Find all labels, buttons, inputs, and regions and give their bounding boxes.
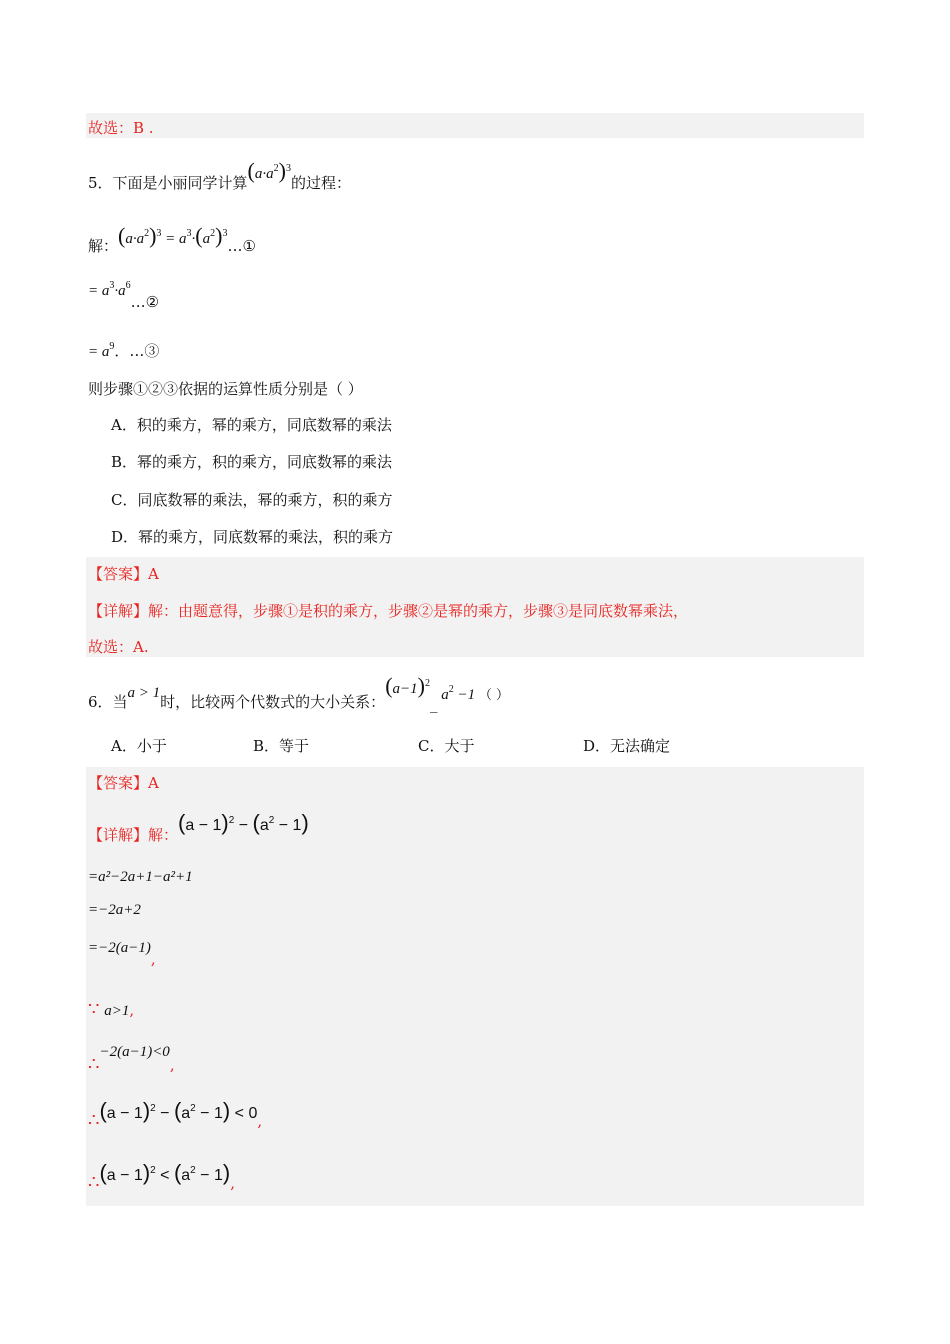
q5-expression: $(a\cdot a^2)^3$ (247, 158, 291, 183)
q5-conclusion: 故选：A. (88, 638, 149, 656)
q5-option-d: D．幂的乘方，同底数幂的乘法，积的乘方 (111, 528, 394, 546)
q6-therefore1-line (88, 1040, 175, 1075)
q6-answer: 【答案】A (88, 774, 159, 792)
q6-therefore3-comma: , (230, 1174, 235, 1192)
q6-line3-expr: =−2(a−1) (88, 940, 151, 956)
q6-therefore2-expr: $(a - 1)^2 - (a^2 - 1) < 0$ (99, 1098, 258, 1123)
q6-condition: a > 1 (127, 685, 161, 701)
q6-because-comma: , (129, 1001, 135, 1019)
q5-option-b: B．幂的乘方，积的乘方，同底数幂的乘法 (111, 453, 393, 471)
q6-therefore3-expr: $(a - 1)^2 < (a^2 - 1)$ (99, 1160, 231, 1185)
q5-detail: 【详解】解：由题意得，步骤①是积的乘方，步骤②是幂的乘方，步骤③是同底数幂乘法， (88, 602, 689, 620)
q5-stem-prefix: 5．下面是小丽同学计算 (88, 174, 248, 192)
q5-ask: 则步骤①②③依据的运算性质分别是（ ） (88, 380, 363, 398)
q5-step1 (88, 223, 256, 255)
q6-because-line (88, 999, 134, 1020)
q5-step1-mark: …① (227, 237, 256, 255)
q5-step2-expr: = $a^3\cdot a^6$ (88, 280, 131, 299)
q6-therefore3-line (88, 1160, 235, 1193)
q5-step3 (88, 340, 159, 361)
prev-solution-block (86, 113, 864, 138)
q6-expr-left: $(a-1)^2$ (385, 673, 430, 698)
q6-because-cond: a>1 (104, 1003, 130, 1019)
q5-stem (88, 158, 351, 194)
q6-line3-comma: , (150, 950, 156, 968)
q6-therefore1-symbol: ∴ (88, 1054, 100, 1075)
q5-step3-mark: ．…③ (114, 342, 160, 360)
prev-conclusion: 故选：B . (88, 119, 154, 137)
q6-option-c: C．大于 (418, 737, 475, 755)
q6-detail (88, 810, 309, 844)
q6-stem-prefix: 6．当 (88, 693, 128, 711)
q5-option-c: C．同底数幂的乘法，幂的乘方，积的乘方 (111, 491, 393, 509)
q6-stem-mid: 时，比较两个代数式的大小关系： (160, 693, 386, 711)
q5-step3-expr: = $a^9$ (88, 341, 115, 360)
q5-answer: 【答案】A (88, 565, 159, 583)
q5-option-a: A．积的乘方，幂的乘方，同底数幂的乘法 (111, 416, 392, 434)
q6-option-d: D．无法确定 (583, 737, 671, 755)
q6-blank: _ (429, 695, 438, 713)
q6-paren: （ ） (478, 688, 509, 703)
q6-therefore2-symbol: ∴ (88, 1110, 100, 1131)
q6-option-a: A．小于 (111, 737, 167, 755)
q6-therefore1-expr: −2(a−1)<0 (99, 1044, 170, 1060)
q6-therefore2-line (88, 1098, 263, 1131)
q6-line1: =a²−2a+1−a²+1 (88, 869, 193, 885)
q6-expr-right: $a^2 -1$ (437, 684, 479, 703)
q6-detail-label: 【详解】解： (88, 826, 179, 844)
q6-stem (88, 673, 509, 713)
q5-stem-suffix: 的过程： (290, 174, 351, 192)
q5-step2-mark: …② (130, 293, 160, 311)
q6-detail-expr: $(a - 1)^2 - (a^2 - 1)$ (178, 810, 309, 835)
q5-sol-label: 解： (88, 237, 119, 255)
q6-because-symbol: ∵ (88, 999, 100, 1020)
q5-step2 (88, 280, 160, 311)
q6-therefore2-comma: , (257, 1112, 263, 1130)
q5-step1-expr: $(a\cdot a^2)^3 = a^3\cdot(a^2)^3$ (118, 223, 228, 248)
q6-therefore3-symbol: ∴ (88, 1172, 100, 1193)
q6-line2: =−2a+2 (88, 902, 141, 918)
q6-therefore1-comma: , (169, 1056, 175, 1074)
q6-option-b: B．等于 (253, 737, 310, 755)
q6-line3 (88, 938, 156, 968)
